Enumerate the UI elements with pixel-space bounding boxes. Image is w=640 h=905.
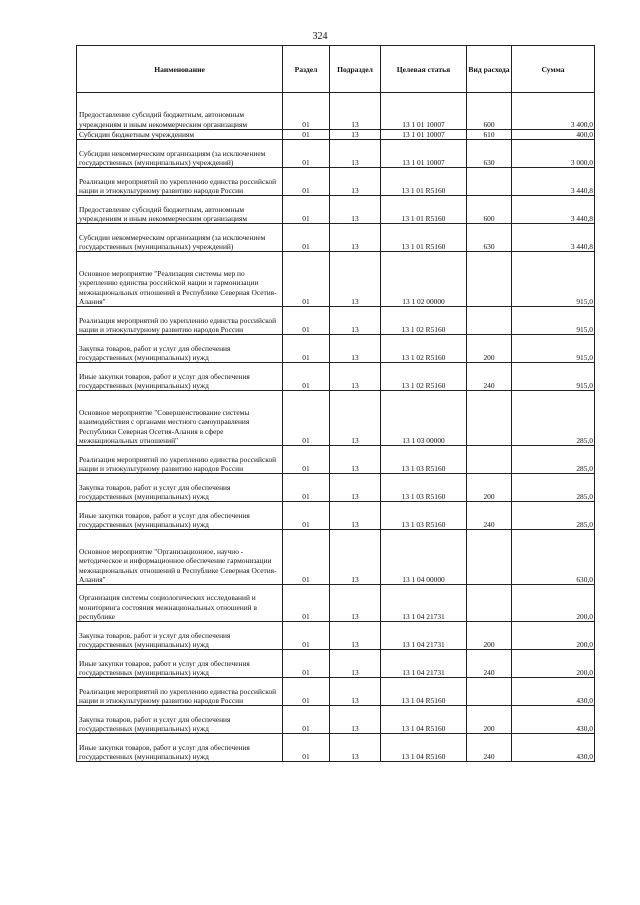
cell-vid: 630 (467, 140, 512, 168)
cell-article: 13 1 04 R5160 (381, 706, 467, 734)
cell-sum: 200,0 (512, 585, 595, 622)
cell-razdel: 01 (283, 307, 330, 335)
cell-article: 13 1 04 21731 (381, 585, 467, 622)
table-row (77, 168, 595, 196)
table-row (77, 446, 595, 474)
table-row (77, 706, 595, 734)
cell-razdel: 01 (283, 622, 330, 650)
cell-name: Основное мероприятие "Реализация системы мер по укреплению единства российской нации и гармонизации межнациональных отношений в Республике Северная Осетия-Алания" (77, 252, 283, 307)
cell-sum: 200,0 (512, 622, 595, 650)
cell-vid: 600 (467, 196, 512, 224)
cell-article: 13 1 02 R5160 (381, 363, 467, 391)
cell-article: 13 1 03 R5160 (381, 446, 467, 474)
cell-podrazdel: 13 (330, 130, 381, 140)
cell-vid (467, 252, 512, 307)
cell-razdel: 01 (283, 678, 330, 706)
cell-podrazdel: 13 (330, 196, 381, 224)
table-row (77, 224, 595, 252)
cell-sum: 915,0 (512, 335, 595, 363)
cell-sum: 285,0 (512, 391, 595, 446)
cell-sum: 430,0 (512, 734, 595, 762)
cell-sum: 915,0 (512, 363, 595, 391)
cell-podrazdel: 13 (330, 252, 381, 307)
table-row (77, 530, 595, 585)
cell-sum: 285,0 (512, 502, 595, 530)
cell-podrazdel: 13 (330, 140, 381, 168)
table-row (77, 391, 595, 446)
cell-vid (467, 391, 512, 446)
table-row (77, 474, 595, 502)
cell-razdel: 01 (283, 650, 330, 678)
cell-vid: 610 (467, 130, 512, 140)
header-article: Целевая статья (381, 46, 467, 93)
cell-name: Иные закупки товаров, работ и услуг для обеспечения государственных (муниципальных) нужд (77, 363, 283, 391)
cell-razdel: 01 (283, 224, 330, 252)
cell-name: Закупка товаров, работ и услуг для обеспечения государственных (муниципальных) нужд (77, 622, 283, 650)
table-body (77, 93, 595, 762)
cell-razdel: 01 (283, 446, 330, 474)
cell-vid: 240 (467, 363, 512, 391)
cell-article: 13 1 04 R5160 (381, 734, 467, 762)
cell-name: Закупка товаров, работ и услуг для обеспечения государственных (муниципальных) нужд (77, 474, 283, 502)
cell-vid: 200 (467, 335, 512, 363)
cell-razdel: 01 (283, 196, 330, 224)
cell-name: Реализация мероприятий по укреплению единства российской нации и этнокультурному развитию народов России (77, 678, 283, 706)
cell-name: Иные закупки товаров, работ и услуг для обеспечения государственных (муниципальных) нужд (77, 650, 283, 678)
table-row (77, 335, 595, 363)
cell-podrazdel: 13 (330, 335, 381, 363)
cell-name: Реализация мероприятий по укреплению единства российской нации и этнокультурному развитию народов России (77, 446, 283, 474)
cell-article: 13 1 04 21731 (381, 622, 467, 650)
cell-razdel: 01 (283, 168, 330, 196)
cell-podrazdel: 13 (330, 307, 381, 335)
cell-vid (467, 446, 512, 474)
cell-vid (467, 307, 512, 335)
cell-podrazdel: 13 (330, 93, 381, 130)
cell-vid (467, 678, 512, 706)
cell-razdel: 01 (283, 734, 330, 762)
cell-razdel: 01 (283, 130, 330, 140)
cell-article: 13 1 01 10007 (381, 93, 467, 130)
page-number: 324 (312, 31, 328, 42)
cell-podrazdel: 13 (330, 391, 381, 446)
table-row (77, 130, 595, 140)
header-razdel: Раздел (283, 46, 330, 93)
cell-name: Предоставление субсидий бюджетным, автономным учреждениям и иным некоммерческим организациям (77, 196, 283, 224)
cell-vid (467, 530, 512, 585)
cell-article: 13 1 01 10007 (381, 130, 467, 140)
cell-sum: 3 440,8 (512, 168, 595, 196)
cell-name: Закупка товаров, работ и услуг для обеспечения государственных (муниципальных) нужд (77, 335, 283, 363)
cell-sum: 285,0 (512, 446, 595, 474)
cell-podrazdel: 13 (330, 168, 381, 196)
cell-podrazdel: 13 (330, 734, 381, 762)
cell-podrazdel: 13 (330, 502, 381, 530)
cell-podrazdel: 13 (330, 474, 381, 502)
cell-sum: 430,0 (512, 706, 595, 734)
cell-article: 13 1 04 21731 (381, 650, 467, 678)
table-row (77, 363, 595, 391)
cell-sum: 400,0 (512, 130, 595, 140)
cell-razdel: 01 (283, 335, 330, 363)
table-row (77, 678, 595, 706)
cell-sum: 915,0 (512, 252, 595, 307)
cell-name: Предоставление субсидий бюджетным, автономным учреждениям и иным некоммерческим организациям (77, 93, 283, 130)
cell-razdel: 01 (283, 585, 330, 622)
cell-sum: 915,0 (512, 307, 595, 335)
table-row (77, 307, 595, 335)
cell-vid (467, 168, 512, 196)
cell-podrazdel: 13 (330, 706, 381, 734)
cell-name: Основное мероприятие "Совершенствование системы взаимодействия с органами местного самоуправления Республики Северная Осетия-Алания в сфере межнациональных отношений" (77, 391, 283, 446)
cell-name: Иные закупки товаров, работ и услуг для обеспечения государственных (муниципальных) нужд (77, 502, 283, 530)
table-row (77, 650, 595, 678)
table-row (77, 93, 595, 130)
cell-vid: 630 (467, 224, 512, 252)
cell-sum: 630,0 (512, 530, 595, 585)
cell-name: Закупка товаров, работ и услуг для обеспечения государственных (муниципальных) нужд (77, 706, 283, 734)
cell-razdel: 01 (283, 93, 330, 130)
header-podrazdel: Подраздел (330, 46, 381, 93)
cell-vid: 200 (467, 622, 512, 650)
cell-sum: 3 440,8 (512, 224, 595, 252)
table-row (77, 734, 595, 762)
header-name: Наименование (77, 46, 283, 93)
cell-article: 13 1 04 R5160 (381, 678, 467, 706)
cell-podrazdel: 13 (330, 446, 381, 474)
cell-podrazdel: 13 (330, 224, 381, 252)
cell-podrazdel: 13 (330, 363, 381, 391)
cell-vid (467, 585, 512, 622)
cell-razdel: 01 (283, 363, 330, 391)
cell-article: 13 1 02 00000 (381, 252, 467, 307)
cell-podrazdel: 13 (330, 678, 381, 706)
cell-sum: 3 440,8 (512, 196, 595, 224)
cell-razdel: 01 (283, 706, 330, 734)
cell-podrazdel: 13 (330, 530, 381, 585)
cell-article: 13 1 04 00000 (381, 530, 467, 585)
cell-name: Иные закупки товаров, работ и услуг для обеспечения государственных (муниципальных) нужд (77, 734, 283, 762)
cell-article: 13 1 03 00000 (381, 391, 467, 446)
table-row (77, 140, 595, 168)
cell-name: Субсидии некоммерческим организациям (за исключением государственных (муниципальных) учреждений) (77, 140, 283, 168)
header-vid: Вид расхода (467, 46, 512, 93)
cell-vid: 200 (467, 706, 512, 734)
cell-sum: 3 000,0 (512, 140, 595, 168)
cell-razdel: 01 (283, 530, 330, 585)
cell-article: 13 1 01 R5160 (381, 168, 467, 196)
cell-podrazdel: 13 (330, 650, 381, 678)
cell-vid: 600 (467, 93, 512, 130)
cell-razdel: 01 (283, 474, 330, 502)
budget-table (76, 45, 595, 762)
table-row (77, 196, 595, 224)
cell-name: Основное мероприятие "Организационное, научно - методическое и информационное обеспечение гармонизации межнациональных отношений в Республике Северная Осетия-Алания" (77, 530, 283, 585)
table-row (77, 252, 595, 307)
cell-vid: 240 (467, 734, 512, 762)
cell-podrazdel: 13 (330, 585, 381, 622)
table-row (77, 585, 595, 622)
cell-article: 13 1 01 R5160 (381, 224, 467, 252)
cell-sum: 3 400,0 (512, 93, 595, 130)
cell-name: Реализация мероприятий по укреплению единства российской нации и этнокультурному развитию народов России (77, 168, 283, 196)
cell-article: 13 1 02 R5160 (381, 307, 467, 335)
cell-article: 13 1 03 R5160 (381, 502, 467, 530)
cell-vid: 240 (467, 650, 512, 678)
table-row (77, 622, 595, 650)
cell-podrazdel: 13 (330, 622, 381, 650)
cell-article: 13 1 02 R5160 (381, 335, 467, 363)
cell-name: Организация системы социологических исследований и мониторинга состояния межнациональных отношений в республике (77, 585, 283, 622)
cell-razdel: 01 (283, 391, 330, 446)
cell-vid: 240 (467, 502, 512, 530)
table-header-row (77, 46, 595, 93)
cell-sum: 200,0 (512, 650, 595, 678)
cell-name: Субсидии бюджетным учреждениям (77, 130, 283, 140)
cell-article: 13 1 01 R5160 (381, 196, 467, 224)
header-sum: Сумма (512, 46, 595, 93)
cell-article: 13 1 01 10007 (381, 140, 467, 168)
cell-razdel: 01 (283, 502, 330, 530)
cell-name: Субсидии некоммерческим организациям (за исключением государственных (муниципальных) учреждений) (77, 224, 283, 252)
cell-name: Реализация мероприятий по укреплению единства российской нации и этнокультурному развитию народов России (77, 307, 283, 335)
cell-razdel: 01 (283, 252, 330, 307)
cell-article: 13 1 03 R5160 (381, 474, 467, 502)
cell-vid: 200 (467, 474, 512, 502)
cell-sum: 430,0 (512, 678, 595, 706)
table-row (77, 502, 595, 530)
cell-razdel: 01 (283, 140, 330, 168)
cell-sum: 285,0 (512, 474, 595, 502)
